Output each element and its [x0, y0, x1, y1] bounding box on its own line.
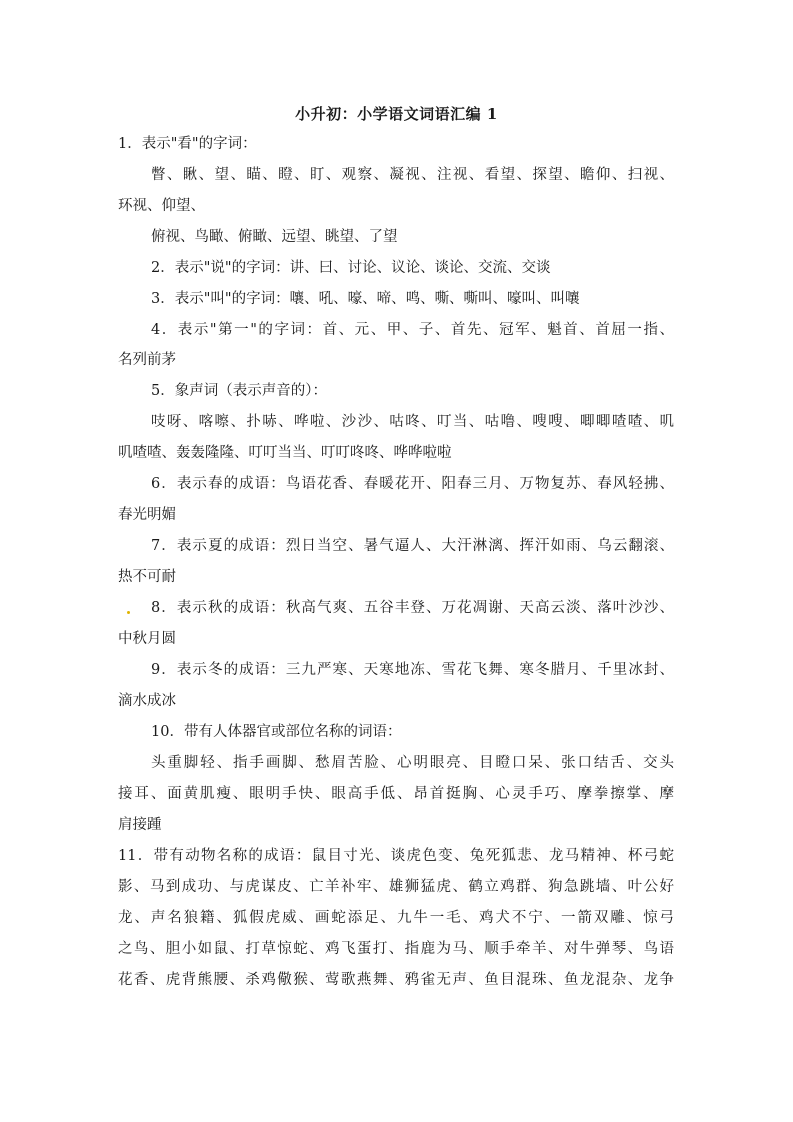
- text-line: 5．象声词（表示声音的）：: [151, 383, 327, 399]
- text-line: 接耳、面黄肌瘦、眼明手快、眼高手低、昂首挺胸、心灵手巧、摩拳擦掌、摩: [118, 786, 674, 802]
- text-line: 叽喳喳、轰轰隆隆、叮叮当当、叮叮咚咚、哗哗啦啦: [118, 445, 452, 461]
- text-line: 龙、声名狼籍、狐假虎威、画蛇添足、九牛一毛、鸡犬不宁、一箭双雕、惊弓: [118, 910, 674, 926]
- text-line: 6．表示春的成语：鸟语花香、春暖花开、阳春三月、万物复苏、春风轻拂、: [151, 476, 674, 492]
- text-line: 花香、虎背熊腰、杀鸡儆猴、莺歌燕舞、鸦雀无声、鱼目混珠、鱼龙混杂、龙争: [118, 972, 674, 988]
- text-line: 8．表示秋的成语：秋高气爽、五谷丰登、万花凋谢、天高云淡、落叶沙沙、: [151, 600, 674, 616]
- text-line: 瞥、瞅、望、瞄、瞪、盯、观察、凝视、注视、看望、探望、瞻仰、扫视、: [151, 167, 674, 183]
- text-line: 俯视、鸟瞰、俯瞰、远望、眺望、了望: [151, 229, 398, 245]
- text-line: 2．表示"说"的字词：讲、曰、讨论、议论、谈论、交流、交谈: [151, 260, 551, 276]
- text-line: 肩接踵: [118, 817, 162, 833]
- text-line: 环视、仰望、: [118, 198, 205, 214]
- text-line: 之鸟、胆小如鼠、打草惊蛇、鸡飞蛋打、指鹿为马、顺手牵羊、对牛弹琴、鸟语: [118, 941, 674, 957]
- document-title: 小升初：小学语文词语汇编 1: [295, 105, 498, 123]
- text-line: 春光明媚: [118, 507, 176, 523]
- text-line: 头重脚轻、指手画脚、愁眉苦脸、心明眼亮、目瞪口呆、张口结舌、交头: [151, 755, 674, 771]
- text-line: 3．表示"叫"的字词：嚷、吼、嚎、啼、鸣、嘶、嘶叫、嚎叫、叫嚷: [151, 291, 580, 307]
- stray-mark: [127, 611, 130, 614]
- text-line: 9．表示冬的成语：三九严寒、天寒地冻、雪花飞舞、寒冬腊月、千里冰封、: [151, 662, 674, 678]
- heading-1: 1．表示"看"的字词：: [118, 136, 257, 152]
- text-line: 4．表示"第一"的字词：首、元、甲、子、首先、冠军、魁首、首屈一指、: [151, 322, 674, 338]
- text-line: 影、马到成功、与虎谋皮、亡羊补牢、雄狮猛虎、鹤立鸡群、狗急跳墙、叶公好: [118, 879, 674, 895]
- text-line: 10．带有人体器官或部位名称的词语：: [151, 724, 402, 740]
- text-line: 滴水成冰: [118, 693, 176, 709]
- text-line: 7．表示夏的成语：烈日当空、暑气逼人、大汗淋漓、挥汗如雨、乌云翻滚、: [151, 538, 674, 554]
- text-line: 吱呀、喀嚓、扑哧、哗啦、沙沙、咕咚、叮当、咕噜、嗖嗖、唧唧喳喳、叽: [151, 414, 674, 430]
- text-line: 名列前茅: [118, 352, 176, 368]
- text-line: 热不可耐: [118, 569, 176, 585]
- text-line: 11．带有动物名称的成语：鼠目寸光、谈虎色变、兔死狐悲、龙马精神、杯弓蛇: [118, 848, 674, 864]
- text-line: 中秋月圆: [118, 631, 176, 647]
